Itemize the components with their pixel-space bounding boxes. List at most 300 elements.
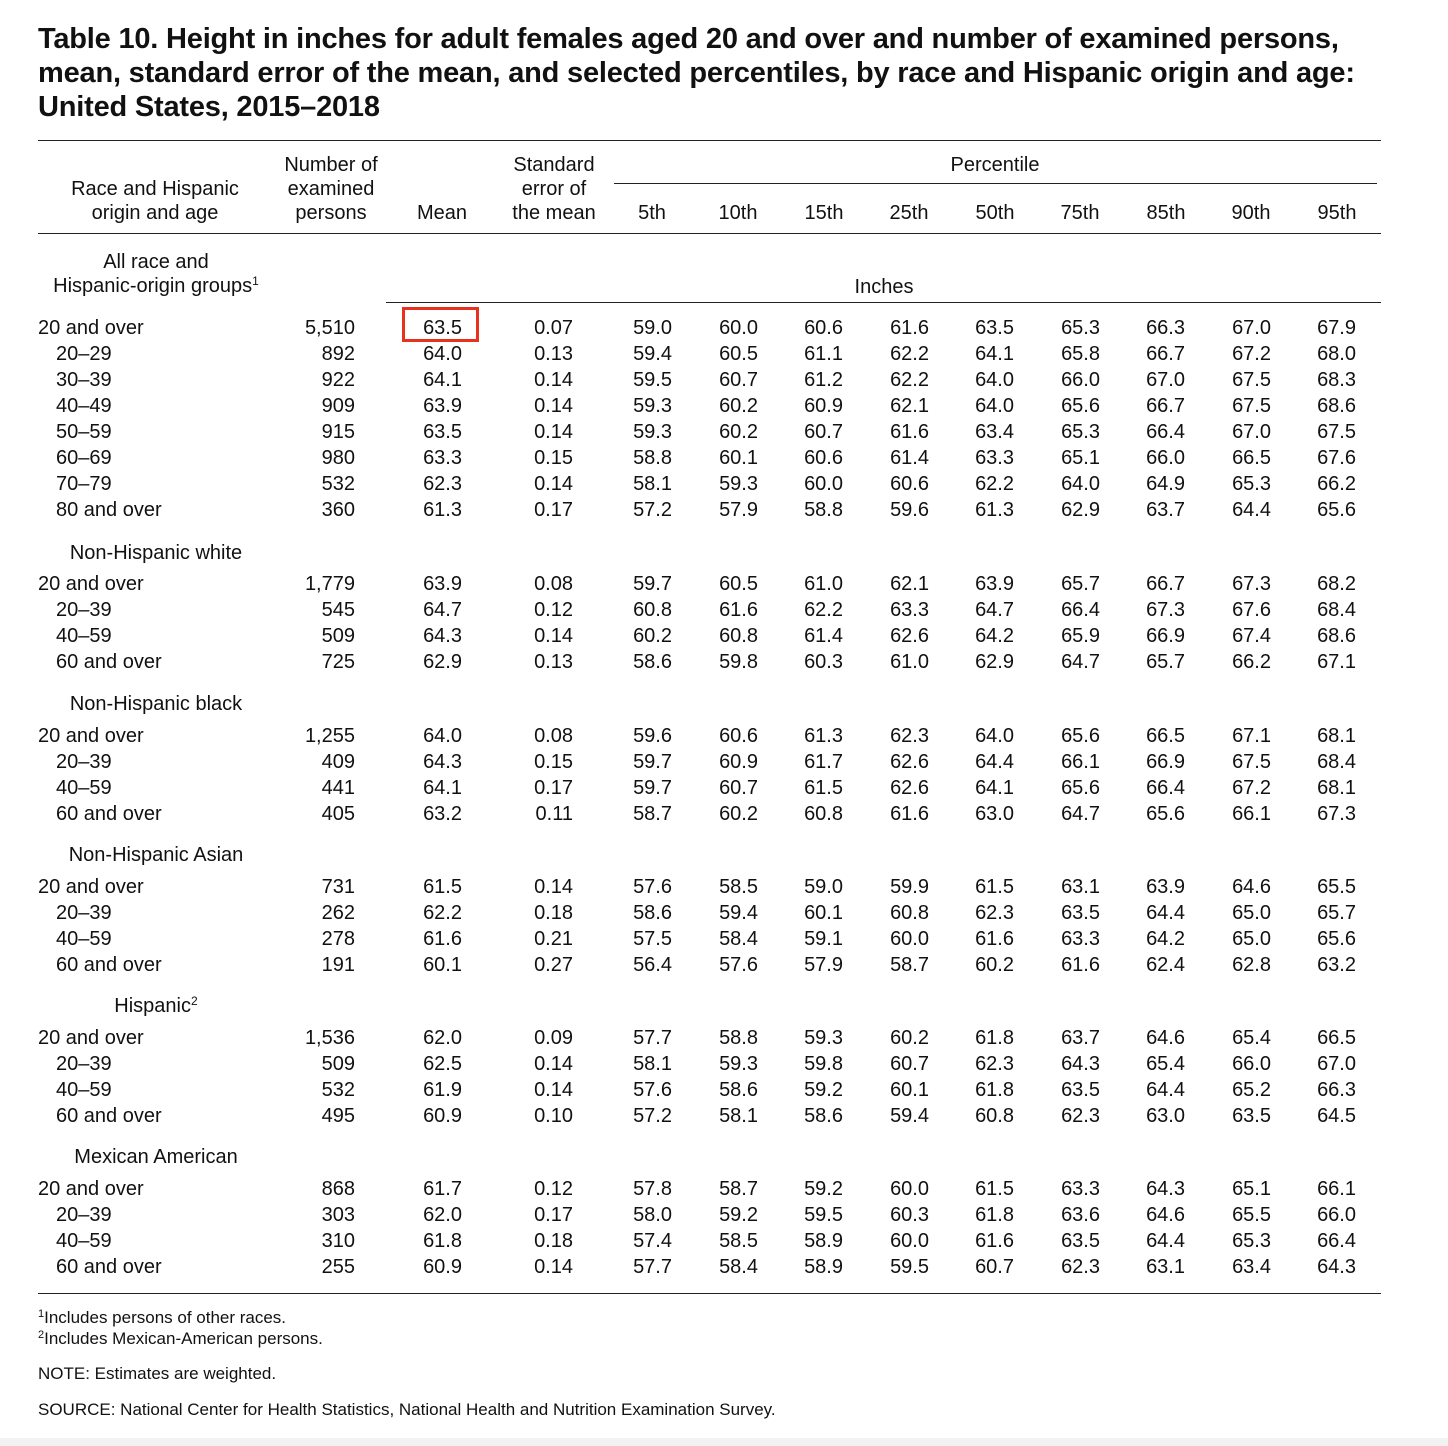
cell-percentile: 60.3 xyxy=(804,651,843,673)
cell-percentile: 57.5 xyxy=(633,928,672,950)
cell-percentile: 61.6 xyxy=(890,803,929,825)
cell-sem: 0.11 xyxy=(535,803,573,825)
cell-percentile: 59.2 xyxy=(804,1079,843,1101)
cell-sem: 0.14 xyxy=(534,473,573,495)
cell-percentile: 57.9 xyxy=(719,499,758,521)
cell-percentile: 67.5 xyxy=(1232,751,1271,773)
cell-percentile: 67.5 xyxy=(1232,395,1271,417)
cell-number: 731 xyxy=(321,876,355,898)
group-label-text: Non-Hispanic white xyxy=(69,542,243,564)
cell-percentile: 67.0 xyxy=(1317,1053,1356,1075)
cell-mean: 62.5 xyxy=(423,1053,462,1075)
cell-percentile: 67.3 xyxy=(1232,573,1271,595)
row-age-label: 50–59 xyxy=(56,421,112,443)
cell-percentile: 66.7 xyxy=(1146,395,1185,417)
cell-percentile: 60.8 xyxy=(633,599,672,621)
cell-number: 1,255 xyxy=(304,725,355,747)
cell-percentile: 58.9 xyxy=(804,1256,843,1278)
footnote-1-text: Includes persons of other races. xyxy=(44,1308,287,1327)
cell-percentile: 64.4 xyxy=(975,751,1014,773)
cell-mean: 60.9 xyxy=(423,1256,462,1278)
cell-percentile: 60.8 xyxy=(890,902,929,924)
cell-percentile: 68.6 xyxy=(1317,625,1356,647)
group-label-line xyxy=(36,843,276,867)
cell-number: 409 xyxy=(321,751,355,773)
cell-percentile: 60.6 xyxy=(719,725,758,747)
cell-percentile: 59.4 xyxy=(633,343,672,365)
cell-percentile: 67.5 xyxy=(1232,369,1271,391)
row-age-label: 20–39 xyxy=(56,751,112,773)
cell-percentile: 66.0 xyxy=(1232,1053,1271,1075)
cell-percentile: 62.2 xyxy=(975,473,1014,495)
cell-percentile: 66.5 xyxy=(1232,447,1271,469)
cell-mean: 64.3 xyxy=(423,625,462,647)
cell-percentile: 63.1 xyxy=(1061,876,1100,898)
cell-percentile: 60.0 xyxy=(890,1178,929,1200)
cell-percentile: 58.0 xyxy=(633,1204,672,1226)
cell-mean: 63.9 xyxy=(423,395,462,417)
cell-percentile: 67.4 xyxy=(1232,625,1271,647)
header-percentile-8: 95th xyxy=(1317,202,1357,224)
cell-percentile: 67.0 xyxy=(1232,421,1271,443)
units-label: Inches xyxy=(854,276,914,298)
cell-percentile: 61.8 xyxy=(975,1079,1014,1101)
cell-percentile: 63.5 xyxy=(1232,1105,1271,1127)
group-label xyxy=(36,994,276,1018)
cell-percentile: 60.2 xyxy=(719,421,758,443)
footnote-marker: 2 xyxy=(191,994,198,1008)
cell-number: 495 xyxy=(321,1105,355,1127)
cell-sem: 0.14 xyxy=(534,395,573,417)
cell-percentile: 58.7 xyxy=(719,1178,758,1200)
group-label xyxy=(36,250,276,298)
cell-percentile: 57.2 xyxy=(633,1105,672,1127)
cell-percentile: 61.6 xyxy=(975,928,1014,950)
cell-number: 255 xyxy=(321,1256,355,1278)
cell-percentile: 60.5 xyxy=(719,573,758,595)
cell-percentile: 61.1 xyxy=(804,343,843,365)
cell-percentile: 64.3 xyxy=(1317,1256,1356,1278)
row-age-label: 20 and over xyxy=(38,317,144,339)
cell-percentile: 60.7 xyxy=(719,777,758,799)
cell-percentile: 60.2 xyxy=(719,395,758,417)
cell-percentile: 59.3 xyxy=(719,1053,758,1075)
cell-percentile: 60.3 xyxy=(890,1204,929,1226)
cell-number: 509 xyxy=(321,1053,355,1075)
cell-percentile: 58.9 xyxy=(804,1230,843,1252)
row-age-label: 40–59 xyxy=(56,928,112,950)
cell-percentile: 57.7 xyxy=(633,1256,672,1278)
cell-percentile: 64.7 xyxy=(1061,651,1100,673)
cell-percentile: 61.8 xyxy=(975,1204,1014,1226)
cell-percentile: 66.9 xyxy=(1146,625,1185,647)
row-age-label: 40–49 xyxy=(56,395,112,417)
cell-percentile: 66.9 xyxy=(1146,751,1185,773)
cell-percentile: 58.6 xyxy=(633,902,672,924)
cell-percentile: 61.6 xyxy=(719,599,758,621)
cell-percentile: 66.4 xyxy=(1146,421,1185,443)
cell-percentile: 62.6 xyxy=(890,777,929,799)
cell-percentile: 66.0 xyxy=(1317,1204,1356,1226)
cell-percentile: 61.2 xyxy=(804,369,843,391)
group-label xyxy=(36,1145,276,1169)
cell-mean: 62.9 xyxy=(423,651,462,673)
cell-percentile: 61.5 xyxy=(975,876,1014,898)
header-percentile-6: 85th xyxy=(1146,202,1186,224)
row-age-label: 20–39 xyxy=(56,1053,112,1075)
header-row-label-line2: origin and age xyxy=(91,202,219,224)
cell-percentile: 62.9 xyxy=(975,651,1014,673)
cell-percentile: 62.4 xyxy=(1146,954,1185,976)
cell-sem: 0.15 xyxy=(534,447,573,469)
cell-percentile: 59.9 xyxy=(890,876,929,898)
cell-percentile: 58.8 xyxy=(804,499,843,521)
row-age-label: 20–29 xyxy=(56,343,112,365)
cell-percentile: 59.5 xyxy=(633,369,672,391)
cell-percentile: 59.7 xyxy=(633,777,672,799)
row-age-label: 40–59 xyxy=(56,777,112,799)
cell-percentile: 65.1 xyxy=(1232,1178,1271,1200)
cell-mean: 63.3 xyxy=(423,447,462,469)
cell-percentile: 64.2 xyxy=(975,625,1014,647)
cell-percentile: 61.0 xyxy=(890,651,929,673)
cell-percentile: 66.5 xyxy=(1146,725,1185,747)
cell-percentile: 64.4 xyxy=(1146,1230,1185,1252)
cell-sem: 0.17 xyxy=(534,499,573,521)
cell-number: 922 xyxy=(321,369,355,391)
cell-percentile: 62.9 xyxy=(1061,499,1100,521)
page-edge xyxy=(0,1438,1448,1446)
cell-percentile: 60.0 xyxy=(890,1230,929,1252)
row-age-label: 20–39 xyxy=(56,599,112,621)
header-percentile: Percentile xyxy=(950,154,1040,176)
row-age-label: 20 and over xyxy=(38,1178,144,1200)
cell-percentile: 66.2 xyxy=(1317,473,1356,495)
cell-percentile: 57.7 xyxy=(633,1027,672,1049)
cell-percentile: 63.3 xyxy=(1061,928,1100,950)
row-age-label: 60 and over xyxy=(56,954,162,976)
cell-mean: 61.8 xyxy=(423,1230,462,1252)
cell-sem: 0.09 xyxy=(534,1027,573,1049)
cell-percentile: 60.9 xyxy=(719,751,758,773)
cell-percentile: 65.6 xyxy=(1061,395,1100,417)
cell-percentile: 67.6 xyxy=(1232,599,1271,621)
cell-number: 509 xyxy=(321,625,355,647)
cell-percentile: 63.3 xyxy=(975,447,1014,469)
group-label-line xyxy=(36,692,276,716)
cell-percentile: 64.1 xyxy=(975,777,1014,799)
cell-mean: 61.5 xyxy=(423,876,462,898)
footnote-1 xyxy=(38,1308,286,1328)
cell-percentile: 61.5 xyxy=(804,777,843,799)
cell-percentile: 66.3 xyxy=(1146,317,1185,339)
cell-percentile: 64.2 xyxy=(1146,928,1185,950)
cell-percentile: 57.2 xyxy=(633,499,672,521)
cell-number: 532 xyxy=(321,473,355,495)
header-number-line3: persons xyxy=(295,202,367,224)
cell-percentile: 65.7 xyxy=(1061,573,1100,595)
group-label-line xyxy=(36,541,276,565)
group-label-text: Non-Hispanic black xyxy=(69,693,243,715)
row-age-label: 20 and over xyxy=(38,876,144,898)
cell-percentile: 63.9 xyxy=(975,573,1014,595)
cell-percentile: 68.0 xyxy=(1317,343,1356,365)
cell-percentile: 60.0 xyxy=(890,928,929,950)
cell-percentile: 67.6 xyxy=(1317,447,1356,469)
cell-percentile: 60.7 xyxy=(804,421,843,443)
cell-percentile: 65.6 xyxy=(1146,803,1185,825)
cell-sem: 0.17 xyxy=(534,777,573,799)
cell-sem: 0.27 xyxy=(534,954,573,976)
cell-number: 360 xyxy=(321,499,355,521)
cell-number: 5,510 xyxy=(304,317,355,339)
cell-percentile: 61.4 xyxy=(890,447,929,469)
cell-percentile: 67.2 xyxy=(1232,777,1271,799)
header-bottom-rule xyxy=(38,233,1381,234)
cell-percentile: 61.6 xyxy=(890,421,929,443)
footnote-2-text: Includes Mexican-American persons. xyxy=(44,1329,323,1348)
footnote-2 xyxy=(38,1329,323,1349)
table-title: Table 10. Height in inches for adult females aged 20 and over and number of examined persons, mean, standard error of the mean, and selected percentiles, by race and Hispanic origin and age: United States, 2015–2018 xyxy=(38,23,1355,123)
header-row-label-line1: Race and Hispanic xyxy=(71,178,239,200)
cell-percentile: 63.0 xyxy=(1146,1105,1185,1127)
percentile-rule xyxy=(614,183,1377,184)
cell-percentile: 66.4 xyxy=(1146,777,1185,799)
cell-percentile: 63.4 xyxy=(1232,1256,1271,1278)
cell-percentile: 60.1 xyxy=(890,1079,929,1101)
cell-percentile: 65.4 xyxy=(1232,1027,1271,1049)
cell-number: 868 xyxy=(321,1178,355,1200)
header-number-line1: Number of xyxy=(284,154,378,176)
cell-percentile: 63.6 xyxy=(1061,1204,1100,1226)
cell-percentile: 58.8 xyxy=(719,1027,758,1049)
cell-percentile: 66.3 xyxy=(1317,1079,1356,1101)
cell-percentile: 59.8 xyxy=(804,1053,843,1075)
cell-percentile: 65.3 xyxy=(1061,421,1100,443)
cell-percentile: 59.4 xyxy=(719,902,758,924)
cell-percentile: 60.7 xyxy=(719,369,758,391)
cell-percentile: 60.8 xyxy=(719,625,758,647)
cell-percentile: 66.7 xyxy=(1146,573,1185,595)
cell-percentile: 62.1 xyxy=(890,395,929,417)
cell-percentile: 59.3 xyxy=(804,1027,843,1049)
cell-sem: 0.14 xyxy=(534,369,573,391)
cell-number: 980 xyxy=(321,447,355,469)
cell-percentile: 62.3 xyxy=(890,725,929,747)
cell-percentile: 65.4 xyxy=(1146,1053,1185,1075)
row-age-label: 40–59 xyxy=(56,1230,112,1252)
header-percentile-5: 75th xyxy=(1060,202,1100,224)
cell-mean: 64.0 xyxy=(423,725,462,747)
cell-percentile: 65.9 xyxy=(1061,625,1100,647)
cell-percentile: 65.3 xyxy=(1232,1230,1271,1252)
cell-percentile: 65.0 xyxy=(1232,902,1271,924)
footnote-marker: 1 xyxy=(252,274,259,288)
cell-percentile: 61.4 xyxy=(804,625,843,647)
row-age-label: 70–79 xyxy=(56,473,112,495)
cell-mean: 61.7 xyxy=(423,1178,462,1200)
cell-percentile: 65.5 xyxy=(1232,1204,1271,1226)
cell-number: 892 xyxy=(321,343,355,365)
cell-percentile: 65.5 xyxy=(1317,876,1356,898)
cell-percentile: 66.0 xyxy=(1061,369,1100,391)
cell-percentile: 57.6 xyxy=(633,1079,672,1101)
cell-number: 405 xyxy=(321,803,355,825)
header-sem xyxy=(494,153,614,225)
cell-percentile: 62.1 xyxy=(890,573,929,595)
group-label xyxy=(36,692,276,716)
cell-percentile: 66.5 xyxy=(1317,1027,1356,1049)
cell-percentile: 58.7 xyxy=(890,954,929,976)
cell-percentile: 67.2 xyxy=(1232,343,1271,365)
cell-percentile: 59.0 xyxy=(633,317,672,339)
header-percentile-0: 5th xyxy=(638,202,666,224)
cell-percentile: 63.0 xyxy=(975,803,1014,825)
cell-percentile: 58.1 xyxy=(719,1105,758,1127)
cell-percentile: 63.5 xyxy=(1061,1079,1100,1101)
cell-percentile: 64.0 xyxy=(975,725,1014,747)
row-age-label: 40–59 xyxy=(56,625,112,647)
cell-percentile: 63.3 xyxy=(890,599,929,621)
group-label xyxy=(36,843,276,867)
row-age-label: 20 and over xyxy=(38,725,144,747)
cell-percentile: 61.5 xyxy=(975,1178,1014,1200)
cell-percentile: 62.8 xyxy=(1232,954,1271,976)
cell-percentile: 59.0 xyxy=(804,876,843,898)
header-sem-line2: error of xyxy=(521,178,587,200)
cell-mean: 64.1 xyxy=(423,777,462,799)
cell-sem: 0.14 xyxy=(534,625,573,647)
cell-mean: 61.3 xyxy=(423,499,462,521)
cell-mean: 63.2 xyxy=(423,803,462,825)
cell-sem: 0.08 xyxy=(534,573,573,595)
cell-percentile: 60.1 xyxy=(719,447,758,469)
cell-percentile: 58.1 xyxy=(633,1053,672,1075)
cell-percentile: 63.7 xyxy=(1061,1027,1100,1049)
cell-mean: 60.9 xyxy=(423,1105,462,1127)
row-age-label: 20 and over xyxy=(38,573,144,595)
cell-percentile: 60.7 xyxy=(890,1053,929,1075)
cell-percentile: 57.9 xyxy=(804,954,843,976)
cell-percentile: 60.2 xyxy=(719,803,758,825)
header-percentile-2: 15th xyxy=(804,202,844,224)
row-age-label: 60 and over xyxy=(56,651,162,673)
cell-percentile: 64.0 xyxy=(975,369,1014,391)
cell-percentile: 62.2 xyxy=(890,343,929,365)
cell-percentile: 59.8 xyxy=(719,651,758,673)
cell-number: 1,779 xyxy=(304,573,355,595)
cell-sem: 0.14 xyxy=(534,1256,573,1278)
row-age-label: 60 and over xyxy=(56,1105,162,1127)
cell-percentile: 68.6 xyxy=(1317,395,1356,417)
cell-percentile: 59.4 xyxy=(890,1105,929,1127)
cell-sem: 0.07 xyxy=(534,317,573,339)
cell-percentile: 60.8 xyxy=(975,1105,1014,1127)
cell-percentile: 59.6 xyxy=(890,499,929,521)
cell-percentile: 67.5 xyxy=(1317,421,1356,443)
row-age-label: 80 and over xyxy=(56,499,162,521)
cell-percentile: 61.3 xyxy=(975,499,1014,521)
cell-mean: 61.9 xyxy=(423,1079,462,1101)
cell-percentile: 60.2 xyxy=(633,625,672,647)
cell-percentile: 65.8 xyxy=(1061,343,1100,365)
group-label xyxy=(36,541,276,565)
cell-percentile: 61.8 xyxy=(975,1027,1014,1049)
cell-percentile: 67.1 xyxy=(1232,725,1271,747)
header-percentile-3: 25th xyxy=(889,202,929,224)
cell-percentile: 59.3 xyxy=(633,421,672,443)
cell-percentile: 64.0 xyxy=(975,395,1014,417)
cell-percentile: 64.4 xyxy=(1146,1079,1185,1101)
cell-percentile: 60.5 xyxy=(719,343,758,365)
cell-percentile: 57.6 xyxy=(719,954,758,976)
cell-percentile: 58.8 xyxy=(633,447,672,469)
group-label-line xyxy=(36,994,276,1018)
cell-percentile: 67.9 xyxy=(1317,317,1356,339)
cell-percentile: 59.6 xyxy=(633,725,672,747)
cell-percentile: 67.3 xyxy=(1146,599,1185,621)
cell-sem: 0.14 xyxy=(534,1053,573,1075)
cell-percentile: 64.4 xyxy=(1146,902,1185,924)
cell-mean: 63.5 xyxy=(423,317,462,339)
cell-percentile: 66.4 xyxy=(1061,599,1100,621)
cell-percentile: 58.5 xyxy=(719,1230,758,1252)
cell-percentile: 59.1 xyxy=(804,928,843,950)
cell-percentile: 59.2 xyxy=(804,1178,843,1200)
cell-number: 725 xyxy=(321,651,355,673)
cell-percentile: 62.3 xyxy=(1061,1105,1100,1127)
cell-percentile: 64.1 xyxy=(975,343,1014,365)
cell-percentile: 67.0 xyxy=(1146,369,1185,391)
header-percentile-7: 90th xyxy=(1231,202,1271,224)
cell-percentile: 60.0 xyxy=(719,317,758,339)
cell-sem: 0.13 xyxy=(534,343,573,365)
cell-number: 915 xyxy=(321,421,355,443)
cell-sem: 0.13 xyxy=(534,651,573,673)
cell-percentile: 68.4 xyxy=(1317,599,1356,621)
cell-percentile: 59.7 xyxy=(633,573,672,595)
cell-percentile: 64.0 xyxy=(1061,473,1100,495)
cell-mean: 62.0 xyxy=(423,1204,462,1226)
cell-percentile: 68.3 xyxy=(1317,369,1356,391)
cell-percentile: 60.7 xyxy=(975,1256,1014,1278)
cell-percentile: 63.1 xyxy=(1146,1256,1185,1278)
cell-percentile: 60.6 xyxy=(890,473,929,495)
row-age-label: 40–59 xyxy=(56,1079,112,1101)
cell-percentile: 61.0 xyxy=(804,573,843,595)
cell-percentile: 61.6 xyxy=(890,317,929,339)
cell-mean: 64.3 xyxy=(423,751,462,773)
cell-sem: 0.21 xyxy=(534,928,573,950)
cell-mean: 62.2 xyxy=(423,902,462,924)
header-percentile-4: 50th xyxy=(975,202,1015,224)
cell-percentile: 60.9 xyxy=(804,395,843,417)
source: SOURCE: National Center for Health Statistics, National Health and Nutrition Examination Survey. xyxy=(38,1400,776,1419)
cell-percentile: 62.6 xyxy=(890,625,929,647)
header-sem-line3: the mean xyxy=(512,202,596,224)
cell-percentile: 64.6 xyxy=(1146,1204,1185,1226)
row-age-label: 60 and over xyxy=(56,1256,162,1278)
cell-mean: 63.5 xyxy=(423,421,462,443)
cell-number: 532 xyxy=(321,1079,355,1101)
cell-percentile: 64.7 xyxy=(975,599,1014,621)
cell-percentile: 66.4 xyxy=(1317,1230,1356,1252)
cell-percentile: 63.5 xyxy=(1061,1230,1100,1252)
group-label-line xyxy=(36,250,276,274)
cell-sem: 0.17 xyxy=(534,1204,573,1226)
cell-percentile: 67.3 xyxy=(1317,803,1356,825)
cell-percentile: 58.6 xyxy=(719,1079,758,1101)
